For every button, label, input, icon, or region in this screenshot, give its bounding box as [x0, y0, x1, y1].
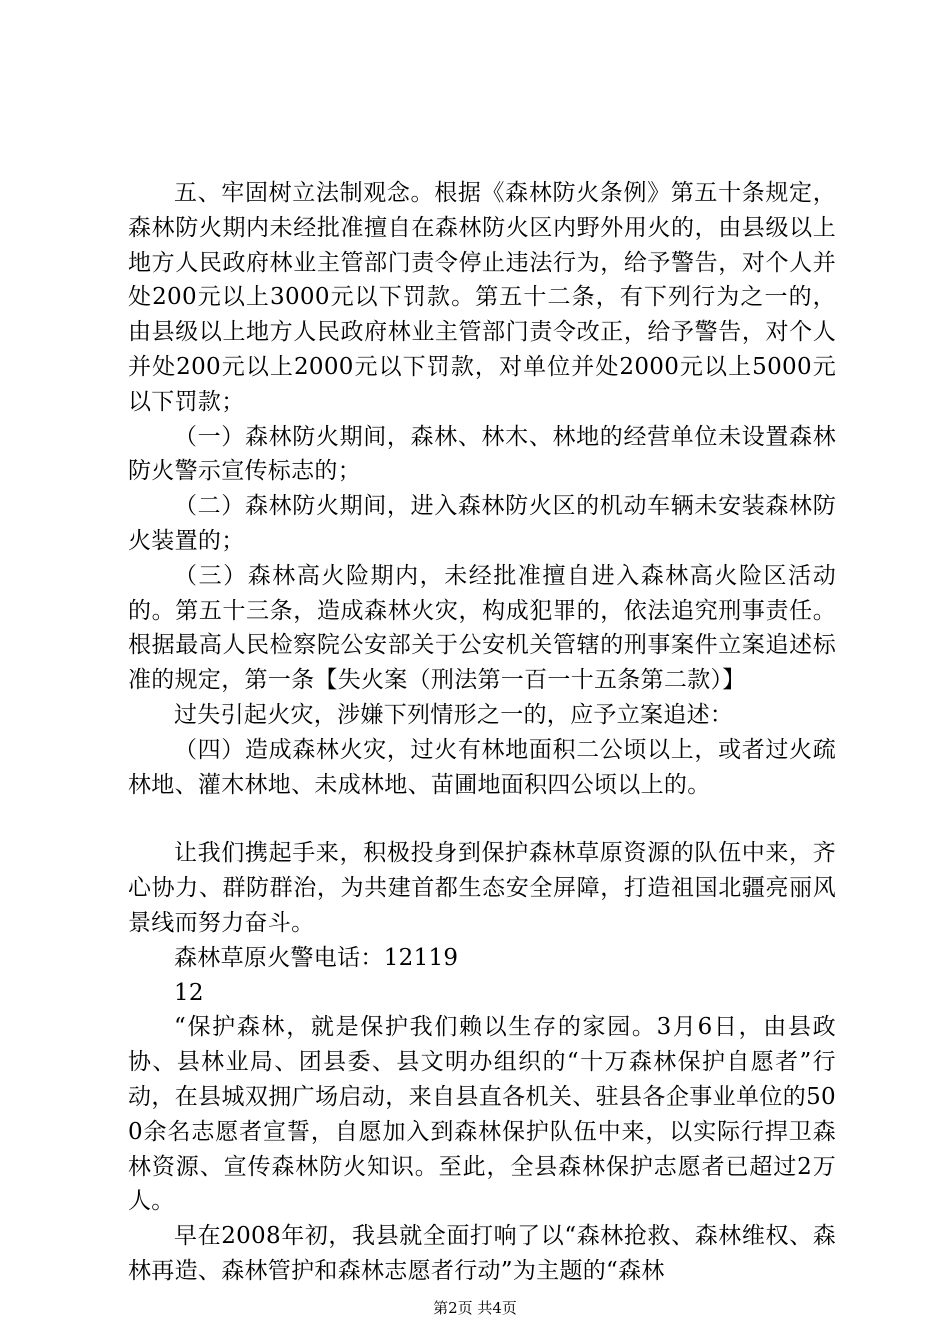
paragraph-negligence: 过失引起火灾，涉嫌下列情形之一的，应予立案追述： [174, 701, 734, 728]
paragraph-spacer [128, 802, 836, 836]
paragraph-number: 12 [174, 979, 204, 1006]
paragraph-call-to-action: 让我们携起手来，积极投身到保护森林草原资源的队伍中来，齐心协力、群防群治，为共建首都生态安全屏障，打造祖国北疆亮丽风景线而努力奋斗。 [128, 840, 836, 936]
paragraph-item-three: （三）森林高火险期内，未经批准擅自进入森林高火险区活动的。第五十三条，造成森林火灾，构成犯罪的，依法追究刑事责任。根据最高人民检察院公安部关于公安机关管辖的刑事案件立案追述标准的规定，第一条【失火案（刑法第一百一十五条第二款）】 [128, 562, 836, 694]
page-footer: 第2页 共4页 [433, 1299, 517, 1317]
paragraph-campaign: 早在2008年初，我县就全面打响了以“森林抢救、森林维权、森林再造、森林管护和森林志愿者行动”为主题的“森林 [128, 1223, 836, 1284]
paragraph-item-four: （四）造成森林火灾，过火有林地面积二公顷以上，或者过火疏林地、灌木林地、未成林地、苗圃地面积四公顷以上的。 [128, 736, 836, 798]
paragraph-hotline: 森林草原火警电话：12119 [174, 944, 459, 971]
paragraph-legal-basis: 五、牢固树立法制观念。根据《森林防火条例》第五十条规定，森林防火期内未经批准擅自在森林防火区内野外用火的，由县级以上地方人民政府林业主管部门责令停止违法行为，给予警告，对个人并处200元以上3000元以下罚款。第五十二条，有下列行为之一的，由县级以上地方人民政府林业主管部门责令改正，给予警告，对个人并处200元以上2000元以下罚款，对单位并处2000元以上5000元以下罚款； [128, 180, 836, 415]
document-body [128, 176, 836, 1289]
paragraph-item-one: （一）森林防火期间，森林、林木、林地的经营单位未设置森林防火警示宣传标志的； [128, 423, 836, 485]
paragraph-volunteers: “保护森林，就是保护我们赖以生存的家园。3月6日，由县政协、县林业局、团县委、县文明办组织的“十万森林保护自愿者”行动，在县城双拥广场启动，来自县直各机关、驻县各企事业单位的500余名志愿者宣誓，自愿加入到森林保护队伍中来，以实际行捍卫森林资源、宣传森林防火知识。至此，全县森林保护志愿者已超过2万人。 [128, 1014, 836, 1215]
paragraph-item-two: （二）森林防火期间，进入森林防火区的机动车辆未安装森林防火装置的； [128, 493, 836, 554]
